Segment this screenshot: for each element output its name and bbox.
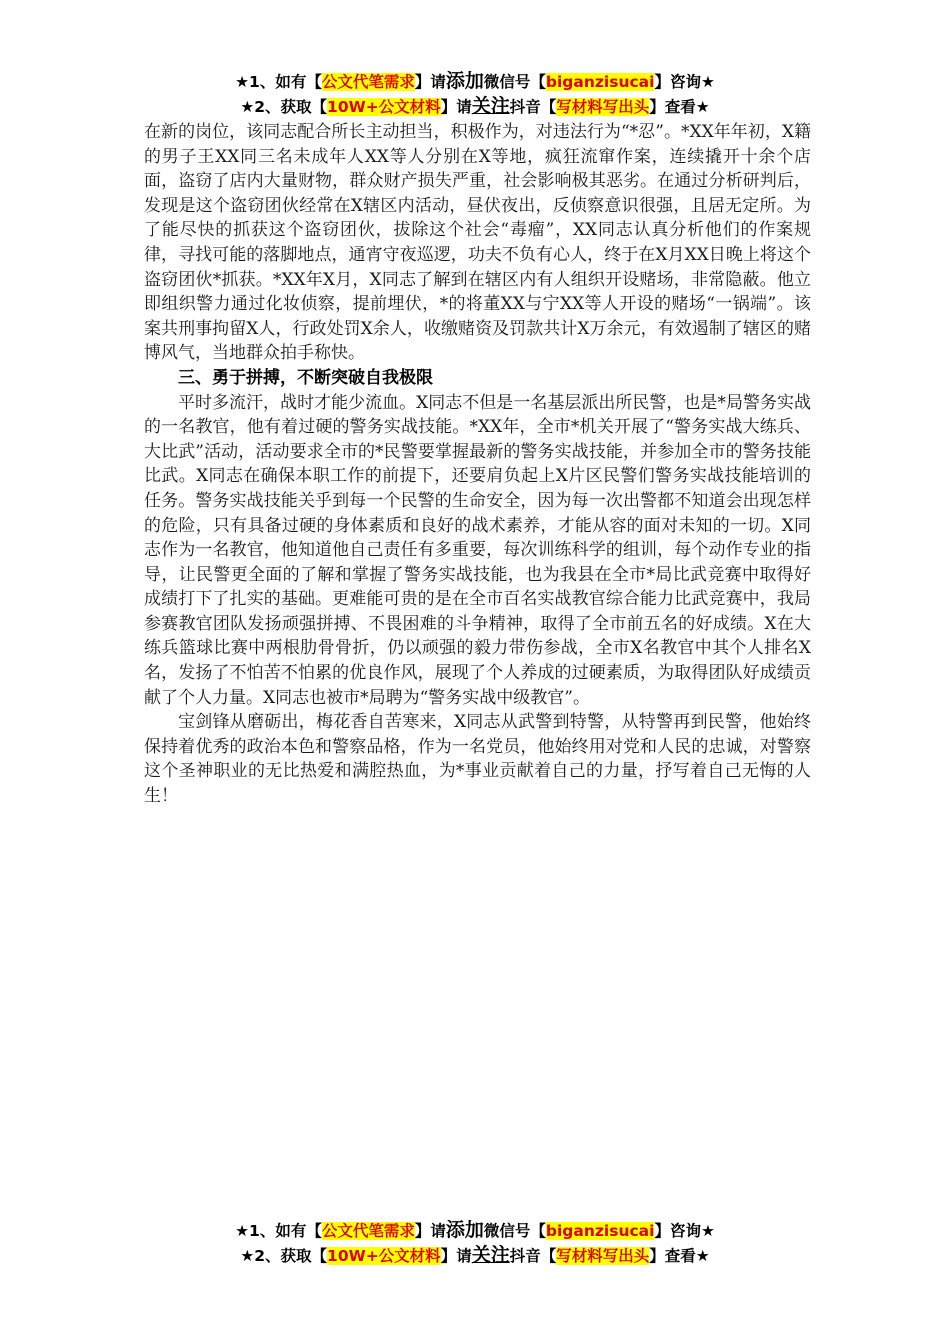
section-heading: 三、勇于拼搏，不断突破自我极限	[178, 367, 433, 388]
highlight-wechat-id: biganzisucai	[545, 1222, 655, 1240]
banner-text: 】咨询★	[654, 1222, 715, 1240]
highlight-service: 公文代笔需求	[321, 1222, 415, 1240]
banner-line-1	[0, 1218, 950, 1243]
banner-emphasis: 添加	[445, 70, 484, 92]
banner-text: ★1、如有【	[235, 1222, 322, 1240]
body-paragraph: 在新的岗位，该同志配合所长主动担当，积极作为，对违法行为“*忍”。*XX年年初，X籍的男子王XX同三名未成年人XX等人分别在X等地，疯狂流窜作案，连续撬开十余个店面，盗窃了店内大量财物，群众财产损失严重，社会影响极其恶劣。在通过分析研判后，发现是这个盗窃团伙经常在X辖区内活动，昼伏夜出，反侦察意识很强，且居无定所。为了能尽快的抓获这个盗窃团伙，拔除这个社会“毒瘤”，XX同志认真分析他们的作案规律，寻找可能的落脚地点，通宵守夜巡逻，功夫不负有心人，终于在X月XX日晚上将这个盗窃团伙*抓获。*XX年X月，X同志了解到在辖区内有人组织开设赌场，非常隐蔽。他立即组织警力通过化妆侦察，提前埋伏，*的将董XX与宁XX等人开设的赌场“一锅端”。该案共刑事拘留X人，行政处罚X余人，收缴赌资及罚款共计X万余元，有效遏制了辖区的赌博风气，当地群众拍手称快。	[144, 122, 811, 364]
banner-line-2	[0, 1243, 950, 1268]
banner-emphasis: 关注	[471, 1244, 510, 1266]
highlight-douyin-account: 写材料写出头	[556, 1247, 650, 1265]
document-body	[144, 120, 811, 809]
banner-text: 微信号【	[483, 73, 546, 91]
highlight-service: 公文代笔需求	[321, 73, 415, 91]
banner-emphasis: 添加	[445, 1219, 484, 1241]
body-paragraph: 平时多流汗，战时才能少流血。X同志不但是一名基层派出所民警，也是*局警务实战的一名教官，他有着过硬的警务实战技能。*XX年，全市*机关开展了“警务实战大练兵、大比武”活动，活动要求全市的*民警要掌握最新的警务实战技能，并参加全市的警务技能比武。X同志在确保本职工作的前提下，还要肩负起上X片区民警们警务实战技能培训的任务。警务实战技能关乎到每一个民警的生命安全，因为每一次出警都不知道会出现怎样的危险，只有具备过硬的身体素质和良好的战术素养，才能从容的面对未知的一切。X同志作为一名教官，他知道他自己责任有多重要，每次训练科学的组训，每个动作专业的指导，让民警更全面的了解和掌握了警务实战技能，也为我县在全市*局比武竞赛中取得好成绩打下了扎实的基础。更难能可贵的是在全市百名实战教官综合能力比武竞赛中，我局参赛教官团队发扬顽强拼搏、不畏困难的斗争精神，取得了全市前五名的好成绩。X在大练兵篮球比赛中两根肋骨骨折，仍以顽强的毅力带伤参战，全市X名教官中其个人排名X名，发扬了不怕苦不怕累的优良作风，展现了个人养成的过硬素质，为取得团队好成绩贡献了个人力量。X同志也被市*局聘为“警务实战中级教官”。	[144, 392, 811, 708]
banner-emphasis: 关注	[471, 95, 510, 117]
banner-line-2	[0, 94, 950, 119]
banner-text: ★2、获取【	[240, 1247, 328, 1265]
highlight-douyin-account: 写材料写出头	[556, 98, 650, 116]
footer-banner	[0, 1218, 950, 1268]
banner-text: 】咨询★	[654, 73, 715, 91]
banner-text: 微信号【	[483, 1222, 546, 1240]
banner-text: 】请	[440, 98, 472, 116]
highlight-wechat-id: biganzisucai	[545, 73, 655, 91]
banner-line-1	[0, 69, 950, 94]
banner-text: 】请	[414, 73, 446, 91]
body-paragraph: 宝剑锋从磨砺出，梅花香自苦寒来，X同志从武警到特警，从特警再到民警，他始终保持着优秀的政治本色和警察品格，作为一名党员，他始终用对党和人民的忠诚，对警察这个圣神职业的无比热爱和满腔热血，为*事业贡献着自己的力量，抒写着自己无悔的人生！	[144, 712, 811, 807]
banner-text: 】查看★	[649, 1247, 710, 1265]
banner-text: 】请	[414, 1222, 446, 1240]
banner-text: 】查看★	[649, 98, 710, 116]
banner-text: 抖音【	[509, 1247, 557, 1265]
highlight-materials: 10W+公文材料	[327, 98, 441, 116]
banner-text: 抖音【	[509, 98, 557, 116]
header-banner	[0, 69, 950, 119]
banner-text: 】请	[440, 1247, 472, 1265]
banner-text: ★1、如有【	[235, 73, 322, 91]
highlight-materials: 10W+公文材料	[327, 1247, 441, 1265]
banner-text: ★2、获取【	[240, 98, 328, 116]
